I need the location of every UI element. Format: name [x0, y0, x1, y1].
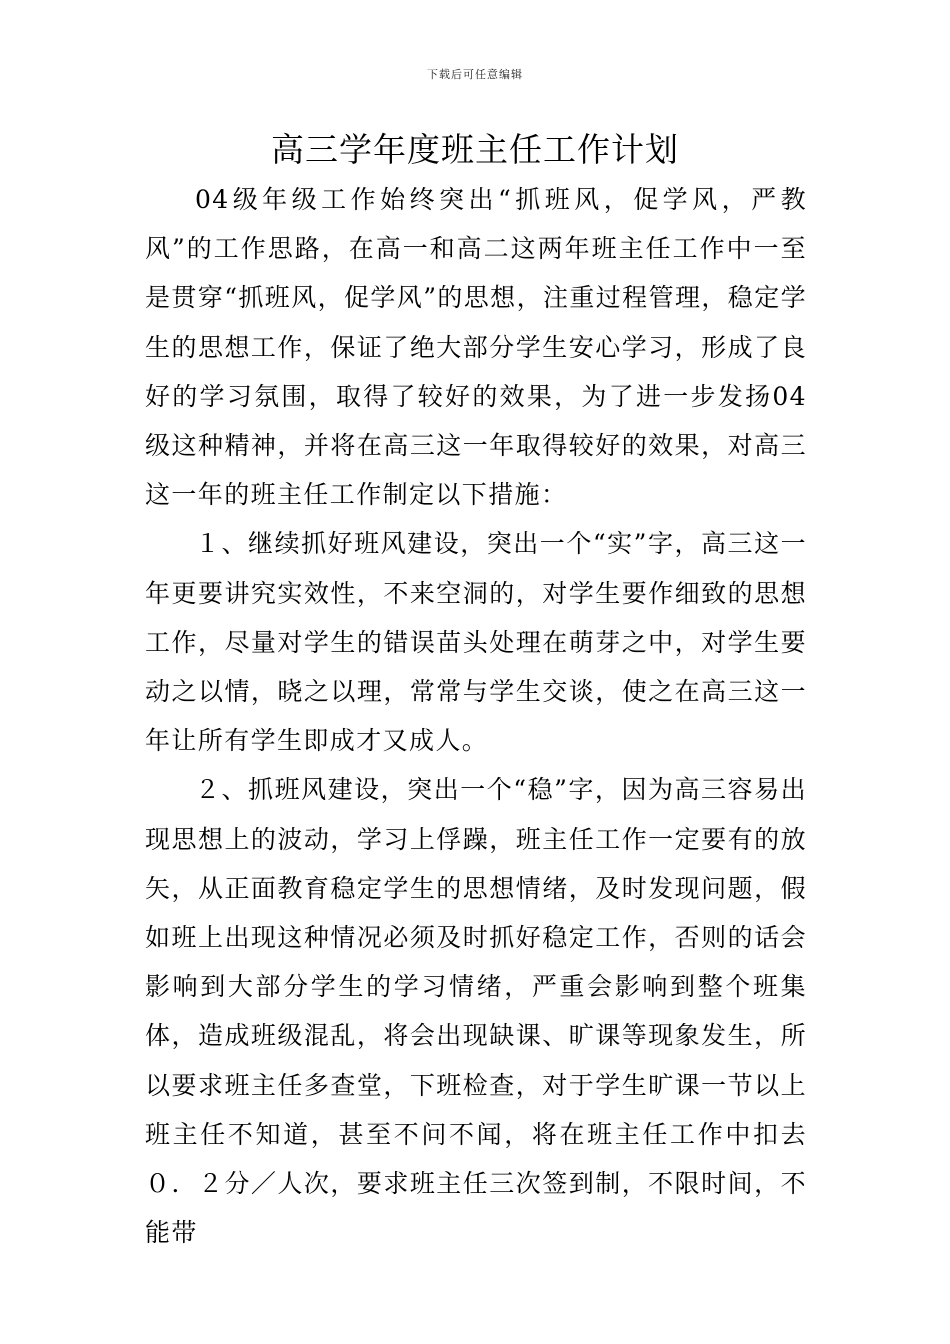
- document-title: 高三学年度班主任工作计划: [271, 130, 679, 169]
- document-body: [145, 175, 807, 1257]
- header-note: 下载后可任意编辑: [427, 68, 523, 81]
- paragraph-item-1: １、继续抓好班风建设，突出一个“实”字，高三这一年更要讲究实效性，不来空洞的，对学生要作细致的思想工作，尽量对学生的错误苗头处理在萌芽之中，对学生要动之以情，晓之以理，常常与学生交谈，使之在高三这一年让所有学生即成才又成人。: [145, 529, 807, 756]
- paragraph-item-2: ２、抓班风建设，突出一个“稳”字，因为高三容易出现思想上的波动，学习上俘躁，班主任工作一定要有的放矢，从正面教育稳定学生的思想情绪，及时发现问题，假如班上出现这种情况必须及时抓好稳定工作，否则的话会影响到大部分学生的学习情绪，严重会影响到整个班集体，造成班级混乱，将会出现缺课、旷课等现象发生，所以要求班主任多查堂，下班检查，对于学生旷课一节以上班主任不知道，甚至不问不闻，将在班主任工作中扣去０．２分／人次，要求班主任三次签到制，不限时间，不能带: [145, 775, 807, 1248]
- paragraph-intro: 04级年级工作始终突出“抓班风，促学风，严教风”的工作思路，在高一和高二这两年班主任工作中一至是贯穿“抓班风，促学风”的思想，注重过程管理，稳定学生的思想工作，保证了绝大部分学生安心学习，形成了良好的学习氛围，取得了较好的效果，为了进一步发扬04级这种精神，并将在高三这一年取得较好的效果，对高三这一年的班主任工作制定以下措施：: [145, 185, 807, 510]
